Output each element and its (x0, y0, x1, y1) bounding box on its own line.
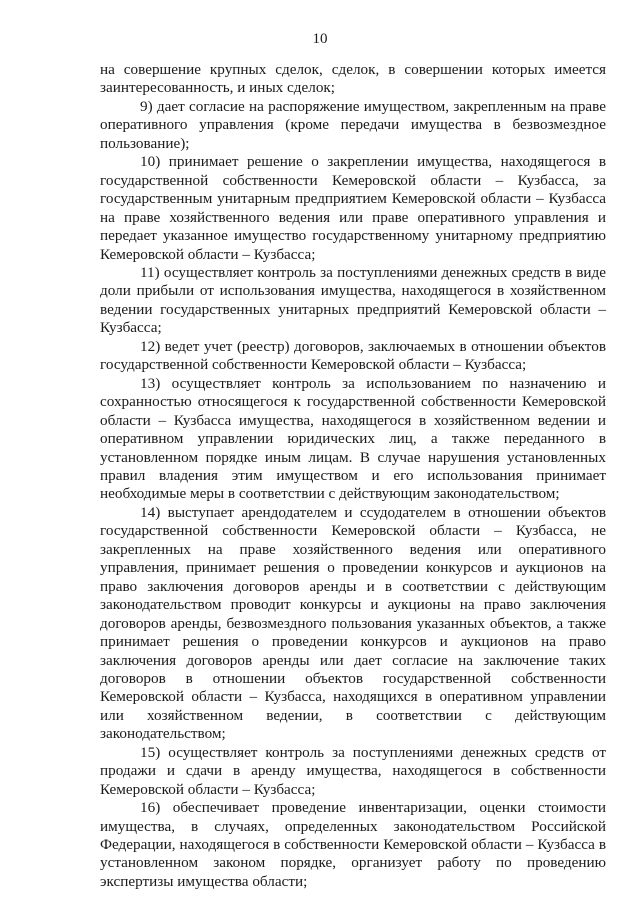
paragraph-item-14: 14) выступает арендодателем и ссудодателем в отношении объектов государственной собственности Кемеровской области – Кузбасса, не закрепленных на праве хозяйственного ведения или оперативного управления, принимает решения о проведении конкурсов и аукционов на право заключения договоров аренды и в соответствии с действующим законодательством проводит конкурсы и аукционы на право заключения договоров аренды, безвозмездного пользования указанных объектов, а также принимает решения о проведении конкурсов и аукционов на право заключения договоров аренды или дает согласие на заключение таких договоров в отношении объектов государственной собственности Кемеровской области – Кузбасса, находящихся в оперативном управлении или хозяйственном ведении, в соответствии с действующим законодательством; (100, 503, 606, 743)
paragraph-item-11: 11) осуществляет контроль за поступлениями денежных средств в виде доли прибыли от использования имущества, находящегося в хозяйственном ведении государственных унитарных предприятий Кемеровской области – Кузбасса; (100, 263, 606, 337)
paragraph-item-12: 12) ведет учет (реестр) договоров, заключаемых в отношении объектов государственной собственности Кемеровской области – Кузбасса; (100, 337, 606, 374)
document-body (100, 61, 606, 891)
paragraph-item-15: 15) осуществляет контроль за поступлениями денежных средств от продажи и сдачи в аренду имущества, находящегося в собственности Кемеровской области – Кузбасса; (100, 743, 606, 798)
paragraph-item-10: 10) принимает решение о закреплении имущества, находящегося в государственной собственности Кемеровской области – Кузбасса, за государственным унитарным предприятием Кемеровской области – Кузбасса на праве хозяйственного ведения или праве оперативного управления и передает указанное имущество государственному унитарному предприятию Кемеровской области – Кузбасса; (100, 153, 606, 263)
paragraph-item-16: 16) обеспечивает проведение инвентаризации, оценки стоимости имущества, в случаях, определенных законодательством Российской Федерации, находящегося в собственности Кемеровской области – Кузбасса в установленном законом порядке, организует работу по проведению экспертизы имущества области; (100, 799, 606, 890)
paragraph-continuation: на совершение крупных сделок, сделок, в совершении которых имеется заинтересованность, и иных сделок; (100, 61, 606, 97)
paragraph-item-13: 13) осуществляет контроль за использованием по назначению и сохранностью относящегося к государственной собственности Кемеровской области – Кузбасса имущества, находящегося в хозяйственном ведении и оперативном управлении юридических лиц, а также переданного в установленном порядке иным лицам. В случае нарушения установленных правил владения этим имуществом и его использования принимает необходимые меры в соответствии с действующим законодательством; (100, 374, 606, 503)
page-number: 10 (312, 31, 328, 47)
paragraph-item-9: 9) дает согласие на распоряжение имуществом, закрепленным на праве оперативного управления (кроме передачи имущества в безвозмездное пользование); (100, 97, 606, 152)
